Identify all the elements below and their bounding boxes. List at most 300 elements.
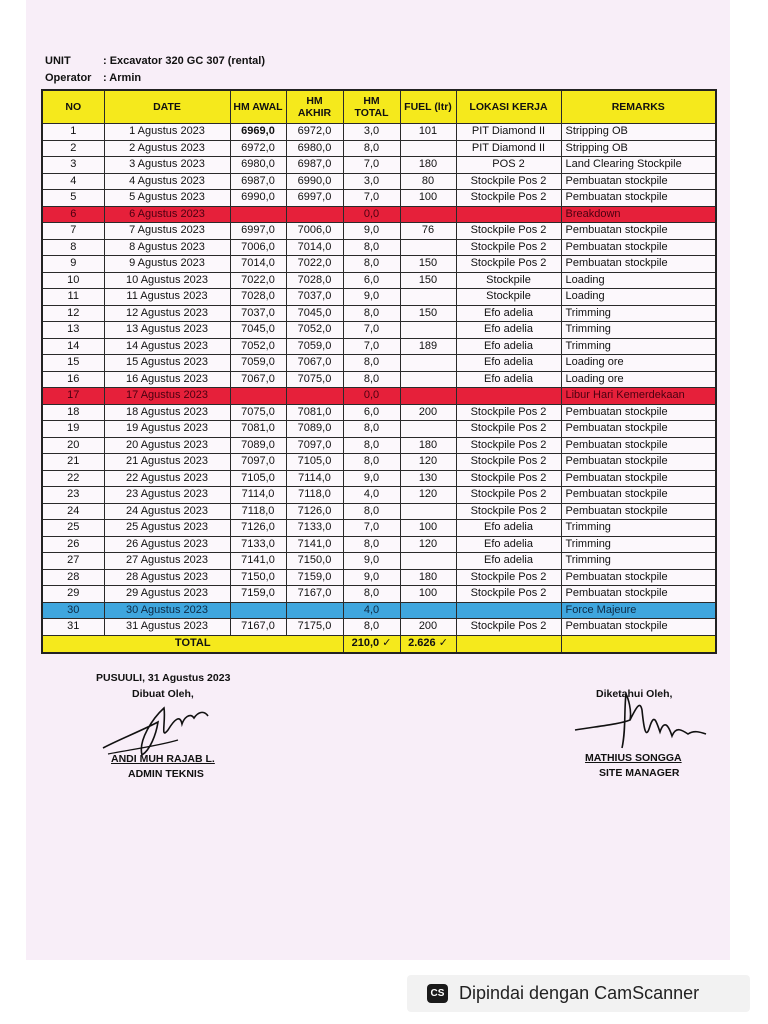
row-remarks: Loading	[561, 272, 716, 289]
row-hm-total: 9,0	[343, 289, 400, 306]
operator-line	[45, 72, 141, 84]
row-remarks: Pembuatan stockpile	[561, 503, 716, 520]
row-no: 16	[42, 371, 104, 388]
row-fuel	[400, 355, 456, 372]
row-date: 30 Agustus 2023	[104, 602, 230, 619]
row-hm-total: 7,0	[343, 338, 400, 355]
row-hm-akhir: 7097,0	[286, 437, 343, 454]
made-by-title: ADMIN TEKNIS	[128, 768, 204, 780]
row-no: 30	[42, 602, 104, 619]
column-header: HM AWAL	[230, 90, 286, 124]
row-date: 17 Agustus 2023	[104, 388, 230, 405]
row-lokasi: Efo adelia	[456, 371, 561, 388]
row-no: 5	[42, 190, 104, 207]
table-row	[42, 404, 716, 421]
table-row	[42, 140, 716, 157]
row-fuel	[400, 503, 456, 520]
row-remarks: Loading ore	[561, 355, 716, 372]
table-header-row	[42, 90, 716, 124]
row-hm-total: 8,0	[343, 536, 400, 553]
row-date: 14 Agustus 2023	[104, 338, 230, 355]
row-hm-awal: 6990,0	[230, 190, 286, 207]
table-row	[42, 223, 716, 240]
row-remarks: Trimming	[561, 305, 716, 322]
row-hm-total: 8,0	[343, 355, 400, 372]
row-hm-awal	[230, 388, 286, 405]
row-hm-awal: 7006,0	[230, 239, 286, 256]
table-row	[42, 619, 716, 636]
row-no: 6	[42, 206, 104, 223]
row-lokasi: Stockpile Pos 2	[456, 421, 561, 438]
row-fuel	[400, 371, 456, 388]
row-no: 10	[42, 272, 104, 289]
row-no: 26	[42, 536, 104, 553]
row-no: 18	[42, 404, 104, 421]
table-row	[42, 586, 716, 603]
row-hm-total: 9,0	[343, 223, 400, 240]
row-date: 31 Agustus 2023	[104, 619, 230, 636]
column-header: HM AKHIR	[286, 90, 343, 124]
camscanner-logo-icon: CS	[427, 984, 448, 1003]
table-row	[42, 437, 716, 454]
row-date: 22 Agustus 2023	[104, 470, 230, 487]
row-no: 22	[42, 470, 104, 487]
row-remarks: Stripping OB	[561, 124, 716, 141]
row-no: 20	[42, 437, 104, 454]
column-header: DATE	[104, 90, 230, 124]
row-lokasi: Stockpile Pos 2	[456, 619, 561, 636]
row-remarks: Pembuatan stockpile	[561, 404, 716, 421]
row-remarks: Pembuatan stockpile	[561, 470, 716, 487]
row-remarks: Pembuatan stockpile	[561, 239, 716, 256]
row-hm-total: 8,0	[343, 371, 400, 388]
row-fuel: 76	[400, 223, 456, 240]
row-remarks: Libur Hari Kemerdekaan	[561, 388, 716, 405]
row-hm-akhir: 7150,0	[286, 553, 343, 570]
row-lokasi: Stockpile Pos 2	[456, 404, 561, 421]
row-fuel	[400, 140, 456, 157]
row-hm-awal: 7075,0	[230, 404, 286, 421]
row-remarks: Pembuatan stockpile	[561, 619, 716, 636]
row-no: 25	[42, 520, 104, 537]
row-remarks: Pembuatan stockpile	[561, 223, 716, 240]
row-fuel: 200	[400, 619, 456, 636]
total-empty-cell	[456, 635, 561, 653]
row-no: 9	[42, 256, 104, 273]
row-no: 8	[42, 239, 104, 256]
row-date: 21 Agustus 2023	[104, 454, 230, 471]
row-lokasi: Stockpile	[456, 289, 561, 306]
row-remarks: Loading ore	[561, 371, 716, 388]
operator-value: : Armin	[103, 72, 142, 84]
row-fuel	[400, 206, 456, 223]
table-row	[42, 239, 716, 256]
row-remarks: Trimming	[561, 322, 716, 339]
row-no: 1	[42, 124, 104, 141]
row-date: 4 Agustus 2023	[104, 173, 230, 190]
row-fuel: 180	[400, 569, 456, 586]
row-remarks: Pembuatan stockpile	[561, 190, 716, 207]
row-hm-awal: 7014,0	[230, 256, 286, 273]
row-hm-akhir: 7159,0	[286, 569, 343, 586]
row-hm-total: 4,0	[343, 487, 400, 504]
row-lokasi: Stockpile Pos 2	[456, 190, 561, 207]
row-hm-akhir: 7133,0	[286, 520, 343, 537]
row-hm-akhir: 7037,0	[286, 289, 343, 306]
table-row	[42, 157, 716, 174]
row-fuel	[400, 421, 456, 438]
row-no: 24	[42, 503, 104, 520]
signature-manager-icon	[570, 690, 710, 760]
row-hm-awal: 7097,0	[230, 454, 286, 471]
row-hm-total: 7,0	[343, 520, 400, 537]
row-fuel	[400, 289, 456, 306]
row-remarks: Breakdown	[561, 206, 716, 223]
row-hm-akhir: 7045,0	[286, 305, 343, 322]
row-fuel: 100	[400, 586, 456, 603]
row-lokasi: Stockpile Pos 2	[456, 173, 561, 190]
row-no: 19	[42, 421, 104, 438]
row-remarks: Pembuatan stockpile	[561, 421, 716, 438]
row-lokasi: Stockpile	[456, 272, 561, 289]
row-fuel: 200	[400, 404, 456, 421]
table-row	[42, 289, 716, 306]
row-lokasi: Efo adelia	[456, 338, 561, 355]
row-hm-akhir: 7022,0	[286, 256, 343, 273]
row-date: 2 Agustus 2023	[104, 140, 230, 157]
row-lokasi: Efo adelia	[456, 520, 561, 537]
row-date: 3 Agustus 2023	[104, 157, 230, 174]
row-fuel	[400, 239, 456, 256]
row-date: 28 Agustus 2023	[104, 569, 230, 586]
row-no: 29	[42, 586, 104, 603]
made-by-name: ANDI MUH RAJAB L.	[111, 753, 215, 765]
unit-line	[45, 55, 265, 67]
unit-label: UNIT	[45, 55, 71, 67]
row-fuel: 100	[400, 190, 456, 207]
row-hm-awal: 7105,0	[230, 470, 286, 487]
row-remarks: Stripping OB	[561, 140, 716, 157]
row-remarks: Trimming	[561, 553, 716, 570]
row-date: 1 Agustus 2023	[104, 124, 230, 141]
row-hm-total: 0,0	[343, 388, 400, 405]
row-hm-akhir: 6997,0	[286, 190, 343, 207]
row-date: 9 Agustus 2023	[104, 256, 230, 273]
row-hm-akhir: 7052,0	[286, 322, 343, 339]
row-date: 10 Agustus 2023	[104, 272, 230, 289]
row-lokasi: Stockpile Pos 2	[456, 454, 561, 471]
row-hm-total: 6,0	[343, 404, 400, 421]
row-no: 21	[42, 454, 104, 471]
row-fuel: 150	[400, 256, 456, 273]
row-hm-awal: 7081,0	[230, 421, 286, 438]
row-hm-awal	[230, 206, 286, 223]
row-lokasi: Stockpile Pos 2	[456, 239, 561, 256]
row-hm-akhir: 7059,0	[286, 338, 343, 355]
row-hm-total: 8,0	[343, 140, 400, 157]
row-no: 28	[42, 569, 104, 586]
row-fuel: 150	[400, 305, 456, 322]
row-remarks: Trimming	[561, 536, 716, 553]
row-hm-akhir: 7114,0	[286, 470, 343, 487]
row-lokasi: Stockpile Pos 2	[456, 437, 561, 454]
row-fuel: 100	[400, 520, 456, 537]
row-hm-total: 9,0	[343, 470, 400, 487]
row-hm-akhir: 7175,0	[286, 619, 343, 636]
row-remarks: Pembuatan stockpile	[561, 256, 716, 273]
row-remarks: Pembuatan stockpile	[561, 586, 716, 603]
row-hm-awal: 7052,0	[230, 338, 286, 355]
row-lokasi: Efo adelia	[456, 355, 561, 372]
row-hm-akhir: 7089,0	[286, 421, 343, 438]
row-no: 7	[42, 223, 104, 240]
row-hm-awal: 7022,0	[230, 272, 286, 289]
row-hm-akhir: 7006,0	[286, 223, 343, 240]
row-hm-total: 8,0	[343, 421, 400, 438]
row-lokasi: Stockpile Pos 2	[456, 256, 561, 273]
row-remarks: Pembuatan stockpile	[561, 487, 716, 504]
row-hm-akhir: 7167,0	[286, 586, 343, 603]
table-row	[42, 503, 716, 520]
operator-label: Operator	[45, 72, 92, 84]
row-lokasi: Stockpile Pos 2	[456, 586, 561, 603]
row-fuel: 130	[400, 470, 456, 487]
table-row	[42, 553, 716, 570]
row-no: 15	[42, 355, 104, 372]
row-fuel: 101	[400, 124, 456, 141]
row-hm-awal: 6987,0	[230, 173, 286, 190]
row-hm-total: 8,0	[343, 437, 400, 454]
row-date: 26 Agustus 2023	[104, 536, 230, 553]
row-fuel: 80	[400, 173, 456, 190]
row-fuel	[400, 322, 456, 339]
row-hm-akhir: 7067,0	[286, 355, 343, 372]
made-by-label: Dibuat Oleh,	[132, 688, 194, 700]
signature-admin-icon	[98, 700, 218, 760]
table-row	[42, 338, 716, 355]
row-fuel: 180	[400, 437, 456, 454]
row-hm-akhir: 7105,0	[286, 454, 343, 471]
row-hm-total: 9,0	[343, 553, 400, 570]
row-hm-total: 7,0	[343, 190, 400, 207]
table-row	[42, 206, 716, 223]
row-no: 17	[42, 388, 104, 405]
column-header: NO	[42, 90, 104, 124]
row-remarks: Pembuatan stockpile	[561, 437, 716, 454]
row-date: 24 Agustus 2023	[104, 503, 230, 520]
total-row	[42, 635, 716, 653]
row-hm-awal: 7126,0	[230, 520, 286, 537]
row-hm-total: 3,0	[343, 173, 400, 190]
table-row	[42, 371, 716, 388]
table-row	[42, 124, 716, 141]
table-row	[42, 454, 716, 471]
row-lokasi: Efo adelia	[456, 553, 561, 570]
row-fuel	[400, 388, 456, 405]
table-row	[42, 322, 716, 339]
row-date: 23 Agustus 2023	[104, 487, 230, 504]
row-hm-total: 8,0	[343, 305, 400, 322]
row-hm-total: 8,0	[343, 239, 400, 256]
row-hm-awal: 7118,0	[230, 503, 286, 520]
row-no: 4	[42, 173, 104, 190]
table-row	[42, 487, 716, 504]
row-hm-awal: 6980,0	[230, 157, 286, 174]
table-row	[42, 536, 716, 553]
row-fuel	[400, 553, 456, 570]
row-date: 11 Agustus 2023	[104, 289, 230, 306]
row-lokasi: Stockpile Pos 2	[456, 569, 561, 586]
row-hm-awal: 6997,0	[230, 223, 286, 240]
row-fuel: 120	[400, 487, 456, 504]
column-header: LOKASI KERJA	[456, 90, 561, 124]
table-row	[42, 355, 716, 372]
table-row	[42, 173, 716, 190]
row-lokasi: Efo adelia	[456, 305, 561, 322]
row-hm-total: 8,0	[343, 454, 400, 471]
row-no: 12	[42, 305, 104, 322]
row-lokasi: POS 2	[456, 157, 561, 174]
row-date: 16 Agustus 2023	[104, 371, 230, 388]
row-hm-akhir	[286, 206, 343, 223]
row-remarks: Trimming	[561, 520, 716, 537]
row-remarks: Land Clearing Stockpile	[561, 157, 716, 174]
known-by-name: MATHIUS SONGGA	[585, 752, 682, 764]
camscanner-text: Dipindai dengan CamScanner	[459, 983, 700, 1003]
row-no: 2	[42, 140, 104, 157]
row-hm-total: 7,0	[343, 157, 400, 174]
row-lokasi: PIT Diamond II	[456, 140, 561, 157]
row-no: 23	[42, 487, 104, 504]
row-hm-awal: 7133,0	[230, 536, 286, 553]
total-hm-value: 210,0	[351, 637, 380, 649]
row-date: 8 Agustus 2023	[104, 239, 230, 256]
row-hm-akhir: 6990,0	[286, 173, 343, 190]
known-by-label: Diketahui Oleh,	[596, 688, 673, 700]
row-fuel: 120	[400, 454, 456, 471]
row-hm-awal: 7028,0	[230, 289, 286, 306]
row-date: 5 Agustus 2023	[104, 190, 230, 207]
row-lokasi: Efo adelia	[456, 536, 561, 553]
check-mark-icon: ✓	[438, 637, 448, 649]
row-hm-akhir: 7081,0	[286, 404, 343, 421]
row-remarks: Trimming	[561, 338, 716, 355]
row-fuel	[400, 602, 456, 619]
row-hm-akhir: 7075,0	[286, 371, 343, 388]
row-fuel: 150	[400, 272, 456, 289]
row-hm-akhir	[286, 388, 343, 405]
table-row	[42, 602, 716, 619]
row-hm-total: 0,0	[343, 206, 400, 223]
row-date: 13 Agustus 2023	[104, 322, 230, 339]
total-empty-cell	[561, 635, 716, 653]
row-hm-total: 8,0	[343, 586, 400, 603]
table-row	[42, 305, 716, 322]
total-fuel	[400, 635, 456, 653]
row-lokasi	[456, 206, 561, 223]
row-hm-awal: 6969,0	[230, 124, 286, 141]
row-lokasi: Stockpile Pos 2	[456, 223, 561, 240]
row-hm-total: 4,0	[343, 602, 400, 619]
camscanner-watermark	[407, 975, 750, 1012]
row-hm-awal: 7114,0	[230, 487, 286, 504]
row-hm-total: 8,0	[343, 619, 400, 636]
row-hm-awal: 7167,0	[230, 619, 286, 636]
row-hm-awal: 7159,0	[230, 586, 286, 603]
column-header: HM TOTAL	[343, 90, 400, 124]
row-lokasi: Stockpile Pos 2	[456, 470, 561, 487]
row-remarks: Loading	[561, 289, 716, 306]
table-row	[42, 256, 716, 273]
row-date: 18 Agustus 2023	[104, 404, 230, 421]
row-fuel: 120	[400, 536, 456, 553]
row-hm-akhir: 7141,0	[286, 536, 343, 553]
row-date: 7 Agustus 2023	[104, 223, 230, 240]
row-hm-akhir: 7028,0	[286, 272, 343, 289]
row-hm-akhir: 6980,0	[286, 140, 343, 157]
row-lokasi: PIT Diamond II	[456, 124, 561, 141]
row-hm-awal: 7150,0	[230, 569, 286, 586]
row-date: 15 Agustus 2023	[104, 355, 230, 372]
table-row	[42, 190, 716, 207]
known-by-title: SITE MANAGER	[599, 767, 680, 779]
row-date: 29 Agustus 2023	[104, 586, 230, 603]
table-row	[42, 569, 716, 586]
table-row	[42, 520, 716, 537]
column-header: REMARKS	[561, 90, 716, 124]
row-lokasi	[456, 602, 561, 619]
row-date: 12 Agustus 2023	[104, 305, 230, 322]
row-hm-akhir: 7118,0	[286, 487, 343, 504]
table-row	[42, 388, 716, 405]
row-lokasi: Stockpile Pos 2	[456, 503, 561, 520]
row-remarks: Force Majeure	[561, 602, 716, 619]
table-body	[42, 124, 716, 636]
total-label: TOTAL	[42, 635, 343, 653]
row-no: 31	[42, 619, 104, 636]
row-lokasi	[456, 388, 561, 405]
row-date: 27 Agustus 2023	[104, 553, 230, 570]
row-no: 27	[42, 553, 104, 570]
row-hm-awal	[230, 602, 286, 619]
row-date: 19 Agustus 2023	[104, 421, 230, 438]
row-hm-total: 9,0	[343, 569, 400, 586]
row-hm-akhir: 7126,0	[286, 503, 343, 520]
row-remarks: Pembuatan stockpile	[561, 569, 716, 586]
row-hm-awal: 7067,0	[230, 371, 286, 388]
row-fuel: 189	[400, 338, 456, 355]
row-hm-total: 7,0	[343, 322, 400, 339]
total-fuel-value: 2.626	[408, 637, 436, 649]
row-hm-total: 8,0	[343, 256, 400, 273]
row-hm-awal: 7045,0	[230, 322, 286, 339]
row-remarks: Pembuatan stockpile	[561, 173, 716, 190]
row-remarks: Pembuatan stockpile	[561, 454, 716, 471]
unit-value: : Excavator 320 GC 307 (rental)	[103, 55, 266, 67]
row-no: 14	[42, 338, 104, 355]
row-hm-total: 8,0	[343, 503, 400, 520]
row-no: 3	[42, 157, 104, 174]
row-hm-awal: 7089,0	[230, 437, 286, 454]
hour-meter-table	[41, 89, 717, 654]
column-header: FUEL (ltr)	[400, 90, 456, 124]
row-hm-awal: 7037,0	[230, 305, 286, 322]
row-hm-akhir	[286, 602, 343, 619]
row-hm-awal: 7141,0	[230, 553, 286, 570]
row-date: 25 Agustus 2023	[104, 520, 230, 537]
row-hm-total: 3,0	[343, 124, 400, 141]
row-hm-akhir: 6987,0	[286, 157, 343, 174]
